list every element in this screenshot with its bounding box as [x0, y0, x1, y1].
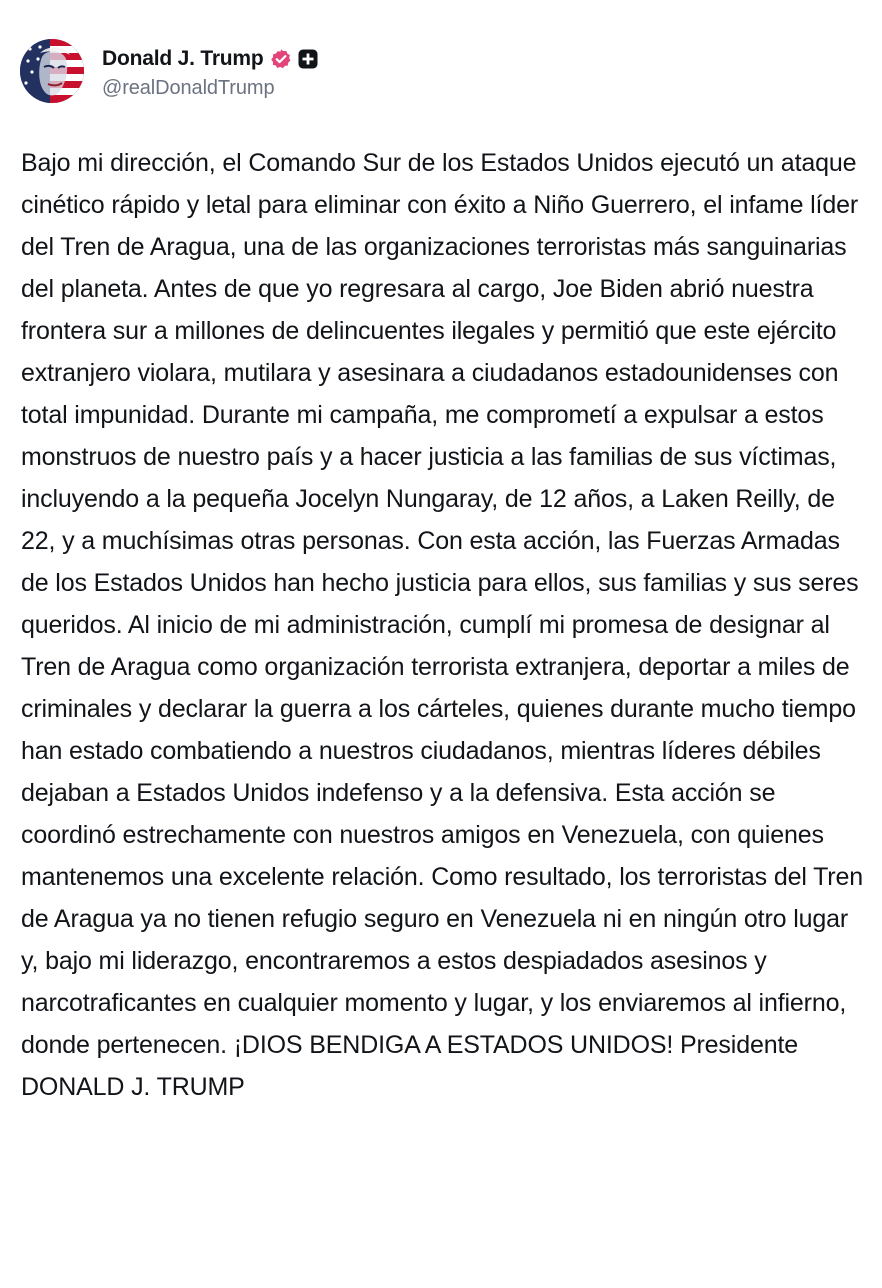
author-names: [102, 43, 318, 100]
author-display-name[interactable]: Donald J. Trump: [102, 46, 264, 70]
avatar[interactable]: [20, 39, 84, 103]
author-handle[interactable]: @realDonaldTrump: [102, 76, 275, 99]
plus-square-icon[interactable]: [298, 49, 318, 69]
name-row: [102, 43, 318, 75]
flag-portrait-avatar-icon: [20, 39, 84, 103]
verified-badge-icon: [270, 48, 292, 70]
post-body-text: Bajo mi dirección, el Comando Sur de los Estados Unidos ejecutó un ataque cinético rápido y letal para eliminar con éxito a Niño Guerrero, el infame líder del Tren de Aragua, una de las organizaciones terroristas más sanguinarias del planeta. Antes de que yo regresara al cargo, Joe Biden abrió nuestra frontera sur a millones de delincuentes ilegales y permitió que este ejército extranjero violara, mutilara y asesinara a ciudadanos estadounidenses con total impunidad. Durante mi campaña, me comprometí a expulsar a estos monstruos de nuestro país y a hacer justicia a las familias de sus víctimas, incluyendo a la pequeña Jocelyn Nungaray, de 12 años, a Laken Reilly, de 22, y a muchísimas otras personas. Con esta acción, las Fuerzas Armadas de los Estados Unidos han hecho justicia para ellos, sus familias y sus seres queridos. Al inicio de mi administración, cumplí mi promesa de designar al Tren de Aragua como organización terrorista extranjera, deportar a miles de criminales y declarar la guerra a los cárteles, quienes durante mucho tiempo han estado combatiendo a nuestros ciudadanos, mientras líderes débiles dejaban a Estados Unidos indefenso y a la defensiva. Esta acción se coordinó estrechamente con nuestros amigos en Venezuela, con quienes mantenemos una excelente relación. Como resultado, los terroristas del Tren de Aragua ya no tienen refugio seguro en Venezuela ni en ningún otro lugar y, bajo mi liderazgo, encontraremos a estos despiadados asesinos y narcotraficantes en cualquier momento y lugar, y los enviaremos al infierno, donde pertenecen. ¡DIOS BENDIGA A ESTADOS UNIDOS! Presidente DONALD J. TRUMP: [21, 149, 863, 1101]
post-header: [20, 38, 318, 104]
